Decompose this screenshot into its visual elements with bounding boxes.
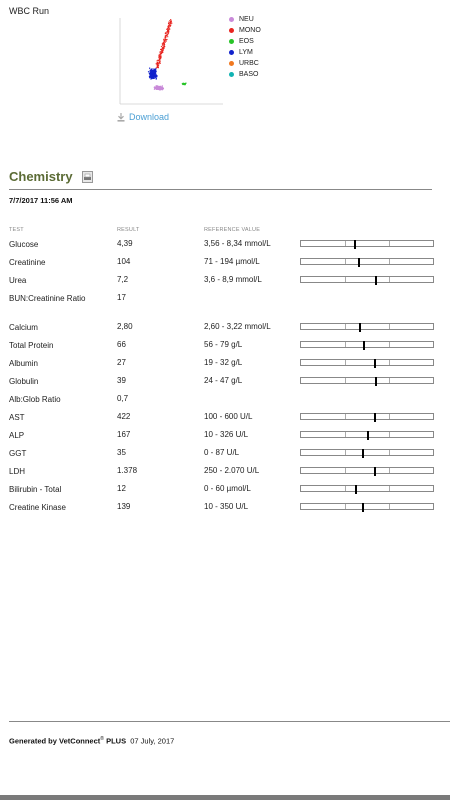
scatter-point xyxy=(167,28,168,29)
range-gauge xyxy=(300,485,434,492)
wbc-scatter-plot xyxy=(117,16,225,106)
test-name: Glucose xyxy=(9,240,39,249)
legend-item-mono xyxy=(229,25,261,36)
scatter-point xyxy=(170,26,171,27)
scatter-point xyxy=(158,57,159,58)
range-gauge xyxy=(300,467,434,474)
scatter-point xyxy=(165,32,166,33)
test-name: Creatinine xyxy=(9,258,46,267)
range-gauge xyxy=(300,377,434,384)
download-link[interactable] xyxy=(117,112,169,122)
reference-range: 2,60 - 3,22 mmol/L xyxy=(204,322,271,331)
gauge-marker xyxy=(355,485,357,494)
test-result: 139 xyxy=(117,502,131,511)
reference-range: 3,56 - 8,34 mmol/L xyxy=(204,239,271,248)
scatter-point xyxy=(169,29,170,30)
gauge-divider xyxy=(389,324,390,329)
scatter-point xyxy=(161,46,162,47)
gauge-marker xyxy=(375,377,377,386)
test-result: 4,39 xyxy=(117,239,133,248)
scatter-point xyxy=(168,26,169,27)
test-result: 12 xyxy=(117,484,126,493)
scatter-point xyxy=(163,40,164,41)
scatter-point xyxy=(158,87,159,88)
gauge-marker xyxy=(375,276,377,285)
scatter-point xyxy=(156,75,157,76)
test-result: 2,80 xyxy=(117,322,133,331)
bottom-bar xyxy=(0,795,450,800)
footer-date: 07 July, 2017 xyxy=(130,736,175,746)
reference-range: 10 - 350 U/L xyxy=(204,502,249,511)
scatter-point xyxy=(160,87,161,88)
gauge-marker xyxy=(362,503,364,512)
footer-plus: PLUS xyxy=(106,736,127,746)
scatter-point xyxy=(163,48,164,49)
scatter-point xyxy=(156,78,157,79)
scatter-point xyxy=(157,65,158,66)
gauge-divider xyxy=(345,342,346,347)
scatter-point xyxy=(160,53,161,54)
scatter-point xyxy=(162,85,163,86)
legend-item-neu xyxy=(229,14,261,25)
footer xyxy=(9,736,174,746)
legend-color-dot xyxy=(229,39,234,44)
scatter-point xyxy=(161,51,162,52)
scatter-point xyxy=(170,20,171,21)
gauge-divider xyxy=(389,504,390,509)
gauge-divider xyxy=(345,259,346,264)
scatter-point xyxy=(162,89,163,90)
legend-label: URBC xyxy=(239,60,259,67)
range-gauge xyxy=(300,359,434,366)
reference-range: 56 - 79 g/L xyxy=(204,340,243,349)
gauge-divider xyxy=(345,414,346,419)
scatter-point xyxy=(154,69,155,70)
gauge-divider xyxy=(345,486,346,491)
gauge-divider xyxy=(389,432,390,437)
scatter-point xyxy=(157,67,158,68)
test-result: 0,7 xyxy=(117,394,129,403)
legend-item-eos xyxy=(229,36,261,47)
wbc-run-title: WBC Run xyxy=(9,6,50,16)
scatter-point xyxy=(162,48,163,49)
test-result: 104 xyxy=(117,257,131,266)
scatter-point xyxy=(159,62,160,63)
scatter-point xyxy=(163,44,164,45)
scatter-point xyxy=(185,83,186,84)
footer-divider xyxy=(9,721,450,722)
test-name: ALP xyxy=(9,431,25,440)
legend-color-dot xyxy=(229,28,234,33)
range-gauge xyxy=(300,503,434,510)
scatter-point xyxy=(160,56,161,57)
legend-color-dot xyxy=(229,50,234,55)
test-name: GGT xyxy=(9,449,27,458)
scatter-point xyxy=(155,73,156,74)
range-gauge xyxy=(300,413,434,420)
column-header-reference: REFERENCE VALUE xyxy=(204,227,261,233)
gauge-divider xyxy=(345,378,346,383)
gauge-divider xyxy=(389,259,390,264)
gauge-marker xyxy=(354,240,356,249)
result-date: 7/7/2017 11:56 AM xyxy=(9,196,73,205)
gauge-marker xyxy=(374,413,376,422)
gauge-divider xyxy=(389,486,390,491)
chemistry-title: Chemistry xyxy=(9,169,73,184)
scatter-point xyxy=(158,60,159,61)
scatter-point xyxy=(184,83,185,84)
test-result: 27 xyxy=(117,358,126,367)
reference-range: 10 - 326 U/L xyxy=(204,430,249,439)
gauge-divider xyxy=(389,414,390,419)
scatter-point xyxy=(151,75,152,76)
reference-range: 0 - 87 U/L xyxy=(204,448,240,457)
test-name: Alb:Glob Ratio xyxy=(9,395,61,404)
scatter-point xyxy=(165,42,166,43)
reference-range: 100 - 600 U/L xyxy=(204,412,253,421)
gauge-divider xyxy=(345,450,346,455)
test-result: 39 xyxy=(117,376,126,385)
scatter-point xyxy=(171,23,172,24)
range-gauge xyxy=(300,240,434,247)
scatter-point xyxy=(164,44,165,45)
test-name: AST xyxy=(9,413,25,422)
scatter-point xyxy=(166,33,167,34)
test-name: Creatine Kinase xyxy=(9,503,66,512)
legend-label: LYM xyxy=(239,49,253,56)
gauge-divider xyxy=(345,504,346,509)
scatter-point xyxy=(164,46,165,47)
scatter-point xyxy=(166,39,167,40)
legend-label: BASO xyxy=(239,71,259,78)
gauge-divider xyxy=(345,277,346,282)
scatter-point xyxy=(156,86,157,87)
test-name: Total Protein xyxy=(9,341,54,350)
legend-item-urbc xyxy=(229,58,261,69)
gauge-marker xyxy=(359,323,361,332)
gauge-divider xyxy=(389,241,390,246)
test-result: 17 xyxy=(117,293,126,302)
download-icon xyxy=(117,113,125,122)
scatter-point xyxy=(168,22,169,23)
scatter-point xyxy=(167,36,168,37)
reference-range: 0 - 60 µmol/L xyxy=(204,484,251,493)
gauge-divider xyxy=(389,277,390,282)
section-divider xyxy=(9,189,432,190)
range-gauge xyxy=(300,341,434,348)
gauge-divider xyxy=(345,360,346,365)
range-gauge xyxy=(300,276,434,283)
scatter-point xyxy=(160,58,161,59)
gauge-marker xyxy=(374,467,376,476)
scatter-point xyxy=(170,22,171,23)
test-result: 7,2 xyxy=(117,275,129,284)
scatter-point xyxy=(166,35,167,36)
range-gauge xyxy=(300,431,434,438)
gauge-divider xyxy=(345,468,346,473)
gauge-divider xyxy=(389,450,390,455)
reference-range: 250 - 2.070 U/L xyxy=(204,466,260,475)
scatter-point xyxy=(153,77,154,78)
legend-label: MONO xyxy=(239,27,261,34)
legend-color-dot xyxy=(229,61,234,66)
scatter-point xyxy=(158,86,159,87)
gauge-marker xyxy=(363,341,365,350)
scatter-point xyxy=(168,25,169,26)
column-header-test: TEST xyxy=(9,227,24,233)
gauge-marker xyxy=(358,258,360,267)
test-result: 1.378 xyxy=(117,466,138,475)
test-name: Urea xyxy=(9,276,27,285)
wbc-legend xyxy=(229,14,261,80)
gauge-marker xyxy=(367,431,369,440)
scatter-point xyxy=(168,23,169,24)
scatter-point xyxy=(159,61,160,62)
legend-item-lym xyxy=(229,47,261,58)
scatter-point xyxy=(161,49,162,50)
scatter-point xyxy=(159,54,160,55)
footer-registered: ® xyxy=(100,736,104,742)
scatter-point xyxy=(168,33,169,34)
test-name: Calcium xyxy=(9,323,38,332)
scatter-point xyxy=(149,76,150,77)
scatter-point xyxy=(153,75,154,76)
gauge-divider xyxy=(389,360,390,365)
range-gauge xyxy=(300,258,434,265)
test-result: 35 xyxy=(117,448,126,457)
scatter-point xyxy=(154,71,155,72)
scatter-point xyxy=(148,71,149,72)
gauge-marker xyxy=(362,449,364,458)
test-result: 66 xyxy=(117,340,126,349)
legend-color-dot xyxy=(229,17,234,22)
scatter-point xyxy=(157,64,158,65)
range-gauge xyxy=(300,449,434,456)
scatter-point xyxy=(163,42,164,43)
gauge-divider xyxy=(389,378,390,383)
scatter-point xyxy=(163,49,164,50)
reference-range: 19 - 32 g/L xyxy=(204,358,243,367)
scatter-point xyxy=(159,52,160,53)
gauge-marker xyxy=(374,359,376,368)
legend-item-baso xyxy=(229,69,261,80)
footer-generated-by: Generated by VetConnect xyxy=(9,736,101,746)
scatter-point xyxy=(165,37,166,38)
legend-color-dot xyxy=(229,72,234,77)
gauge-divider xyxy=(345,432,346,437)
reference-range: 71 - 194 µmol/L xyxy=(204,257,260,266)
legend-label: NEU xyxy=(239,16,254,23)
scatter-point xyxy=(163,39,164,40)
scatter-point xyxy=(150,70,151,71)
scatter-point xyxy=(153,73,154,74)
test-result: 422 xyxy=(117,412,131,421)
test-name: Albumin xyxy=(9,359,38,368)
scatter-point xyxy=(152,70,153,71)
legend-label: EOS xyxy=(239,38,254,45)
scatter-point xyxy=(164,41,165,42)
test-name: Globulin xyxy=(9,377,39,386)
test-name: Bilirubin - Total xyxy=(9,485,62,494)
scatter-point xyxy=(162,52,163,53)
scatter-point xyxy=(151,72,152,73)
scatter-point xyxy=(159,59,160,60)
scatter-point xyxy=(157,62,158,63)
scatter-point xyxy=(149,68,150,69)
reference-range: 24 - 47 g/L xyxy=(204,376,243,385)
column-header-result: RESULT xyxy=(117,227,140,233)
scatter-point xyxy=(165,39,166,40)
reference-range: 3,6 - 8,9 mmol/L xyxy=(204,275,262,284)
scatter-point xyxy=(167,31,168,32)
scatter-point xyxy=(163,45,164,46)
scatter-point xyxy=(169,24,170,25)
test-name: LDH xyxy=(9,467,26,476)
scatter-point xyxy=(166,40,167,41)
gauge-divider xyxy=(345,324,346,329)
test-result: 167 xyxy=(117,430,131,439)
scatter-point xyxy=(151,77,152,78)
gauge-divider xyxy=(389,468,390,473)
download-label: Download xyxy=(129,112,170,122)
gauge-divider xyxy=(389,342,390,347)
gauge-divider xyxy=(345,241,346,246)
scatter-point xyxy=(155,88,156,89)
scatter-point xyxy=(166,32,167,33)
test-name: BUN:Creatinine Ratio xyxy=(9,294,86,303)
scatter-point xyxy=(154,86,155,87)
range-gauge xyxy=(300,323,434,330)
print-icon[interactable] xyxy=(82,171,93,183)
